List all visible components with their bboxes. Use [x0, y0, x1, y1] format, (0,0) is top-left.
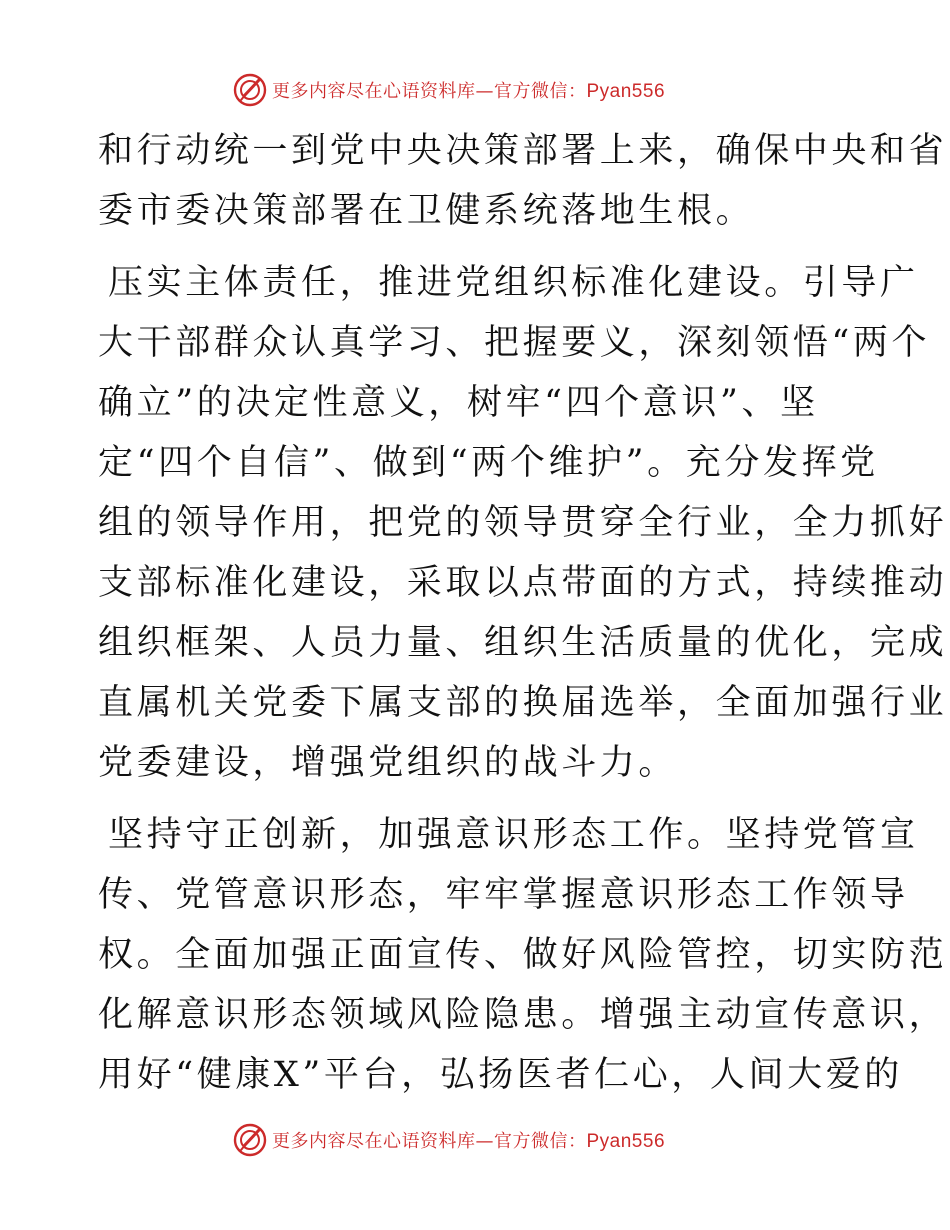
text-line: 坚持守正创新，加强意识形态工作。坚持党管宣 [108, 815, 919, 855]
text-line: 定“四个自信”、做到“两个维护”。充分发挥党 [98, 443, 879, 483]
text-line: 组的领导作用，把党的领导贯穿全行业，全力抓好 [98, 503, 948, 543]
watermark-footer [232, 1120, 665, 1160]
text-line: 和行动统一到党中央决策部署上来，确保中央和省 [98, 131, 948, 171]
text-line: 压实主体责任，推进党组织标准化建设。引导广 [108, 263, 919, 303]
text-line: 权。全面加强正面宣传、做好风险管控，切实防范 [98, 935, 948, 975]
watermark-handle: Pyan556 [586, 1131, 666, 1152]
text-line: 大干部群众认真学习、把握要义，深刻领悟“两个 [98, 323, 931, 363]
watermark-handle: Pyan556 [586, 81, 666, 102]
logo-icon [232, 72, 268, 108]
watermark-header [232, 70, 665, 110]
paragraph [98, 253, 948, 793]
text-line: 直属机关党委下属支部的换届选举，全面加强行业 [98, 683, 948, 723]
watermark-text: 更多内容尽在心语资料库—官方微信：Pyan556 [272, 81, 666, 102]
document-body [98, 121, 948, 1105]
text-line: 党委建设，增强党组织的战斗力。 [98, 743, 678, 783]
paragraph [98, 121, 948, 241]
text-line: 支部标准化建设，采取以点带面的方式，持续推动 [98, 563, 948, 603]
text-line: 委市委决策部署在卫健系统落地生根。 [98, 191, 755, 231]
text-line: 确立”的决定性意义，树牢“四个意识”、坚 [98, 383, 819, 423]
text-line: 传、党管意识形态，牢牢掌握意识形态工作领导 [98, 875, 909, 915]
text-line: 化解意识形态领域风险隐患。增强主动宣传意识， [98, 995, 948, 1035]
text-line: 用好“健康X”平台，弘扬医者仁心，人间大爱的 [98, 1055, 903, 1095]
watermark-text: 更多内容尽在心语资料库—官方微信：Pyan556 [272, 1131, 666, 1152]
paragraph [98, 805, 948, 1105]
text-line: 组织框架、人员力量、组织生活质量的优化，完成 [98, 623, 948, 663]
logo-icon [232, 1122, 268, 1158]
